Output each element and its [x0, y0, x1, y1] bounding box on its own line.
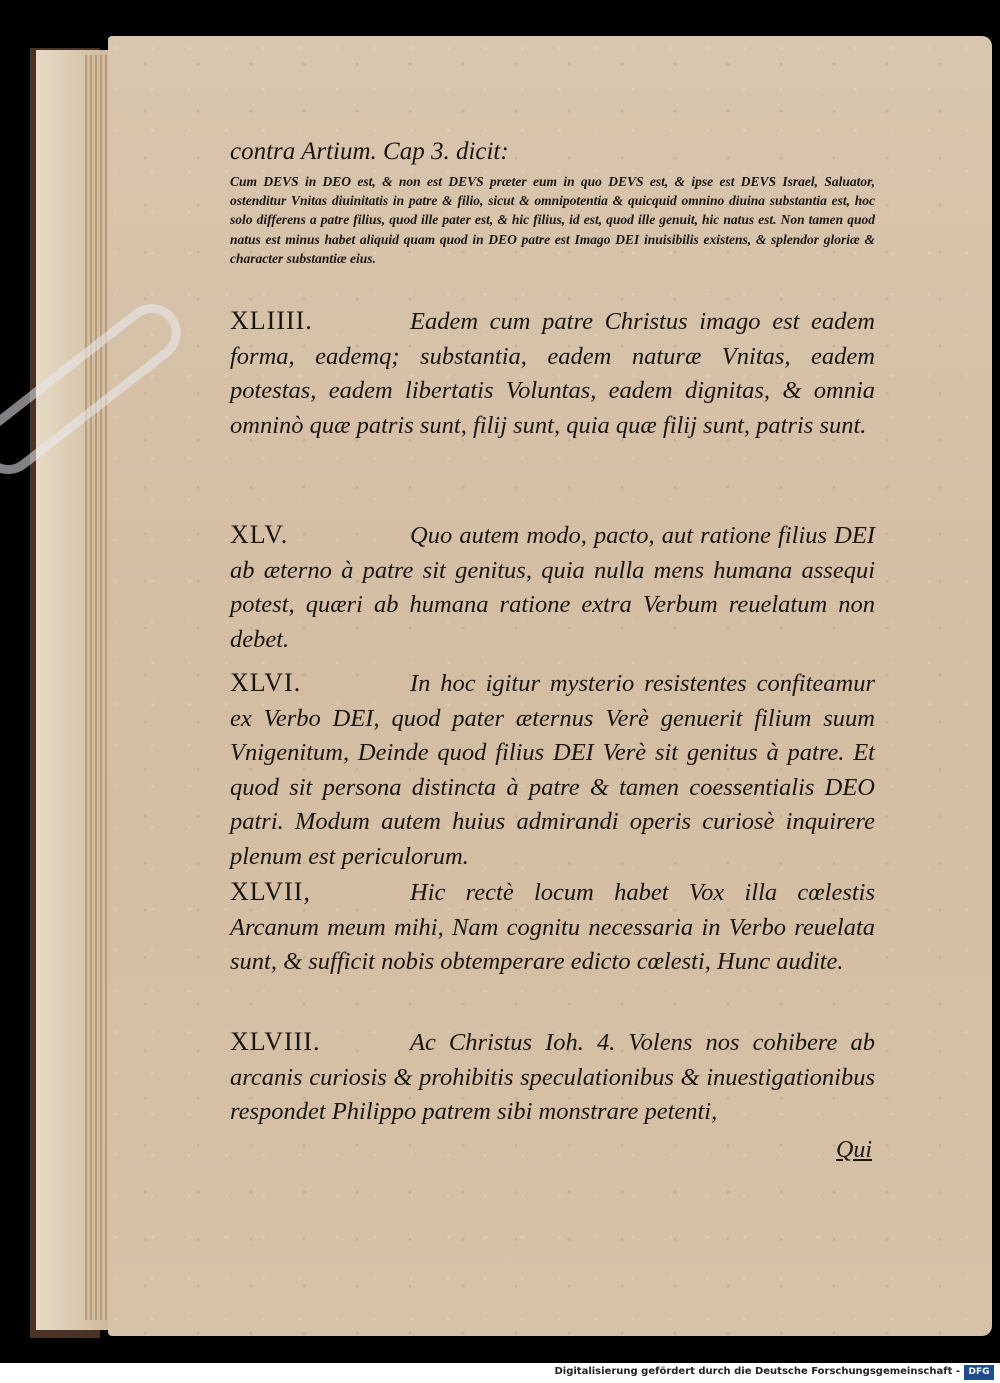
paragraph-text: Eadem cum patre Christus imago est eadem forma, eademq; substantia, eadem naturæ Vnitas, eadem potestas, eadem libertatis Voluntas, eadem dignitas, & omnia omninò quæ patris sunt, filij sunt, quia quæ filij sunt, patris sunt. [230, 308, 875, 439]
paragraph-45 [230, 518, 875, 657]
paragraph-number: XLV. [230, 520, 289, 549]
paragraph-47 [230, 875, 875, 980]
intro-lead: contra Artium. Cap 3. dicit: [230, 138, 509, 165]
paragraph-number: XLIIII. [230, 306, 313, 335]
intro-body: Cum DEVS in DEO est, & non est DEVS præter eum in quo DEVS est, & ipse est DEVS Israel, Saluator, ostenditur Vnitas diuinitatis in patre & filio, sicut & omnipotentia & quicquid omnino diuina substantia est, hoc solo differens a patre filius, quod ille pater est, & hic filius, id est, quod ille genuit, hic natus est. Non tamen quod natus est minus habet aliquid quam quod in DEO patre est Imago DEI inuisibilis existens, & splendor gloriæ & character substantiæ eius. [230, 174, 875, 266]
paragraph-46 [230, 666, 875, 874]
paragraph-48 [230, 1025, 875, 1130]
paragraph-number: XLVII, [230, 877, 311, 906]
footer-bar [0, 1363, 1000, 1383]
dfg-logo[interactable]: DFG [964, 1365, 994, 1380]
paragraph-number: XLVIII. [230, 1027, 321, 1056]
paragraph-number: XLVI. [230, 668, 302, 697]
paragraph-44 [230, 304, 875, 443]
funding-credit: Digitalisierung gefördert durch die Deutsche Forschungsgemeinschaft - [554, 1366, 960, 1377]
paragraph-text: Quo autem modo, pacto, aut ratione filius DEI ab æterno à patre sit genitus, quia nulla mens humana assequi potest, quæri ab humana ratione extra Verbum reuelatum non debet. [230, 522, 875, 653]
paragraph-text: Ac Christus Ioh. 4. Volens nos cohibere ab arcanis curiosis & prohibitis speculationibus & inuestigationibus respondet Philippo patrem sibi monstrare petenti, [230, 1029, 875, 1125]
paragraph-text: Hic rectè locum habet Vox illa cœlestis Arcanum meum mihi, Nam cognitu necessaria in Verbo reuelata sunt, & sufficit nobis obtemperare edicto cœlesti, Hunc audite. [230, 879, 875, 975]
paragraph-text: In hoc igitur mysterio resistentes confiteamur ex Verbo DEI, quod pater æternus Verè genuerit filium suum Vnigenitum, Deinde quod filius DEI Verè sit genitus à patre. Et quod sit persona distincta à patre & tamen coessentialis DEO patri. Modum autem huius admirandi operis curiosè inquirere plenum est periculorum. [230, 670, 875, 870]
catchword: Qui [836, 1137, 872, 1163]
